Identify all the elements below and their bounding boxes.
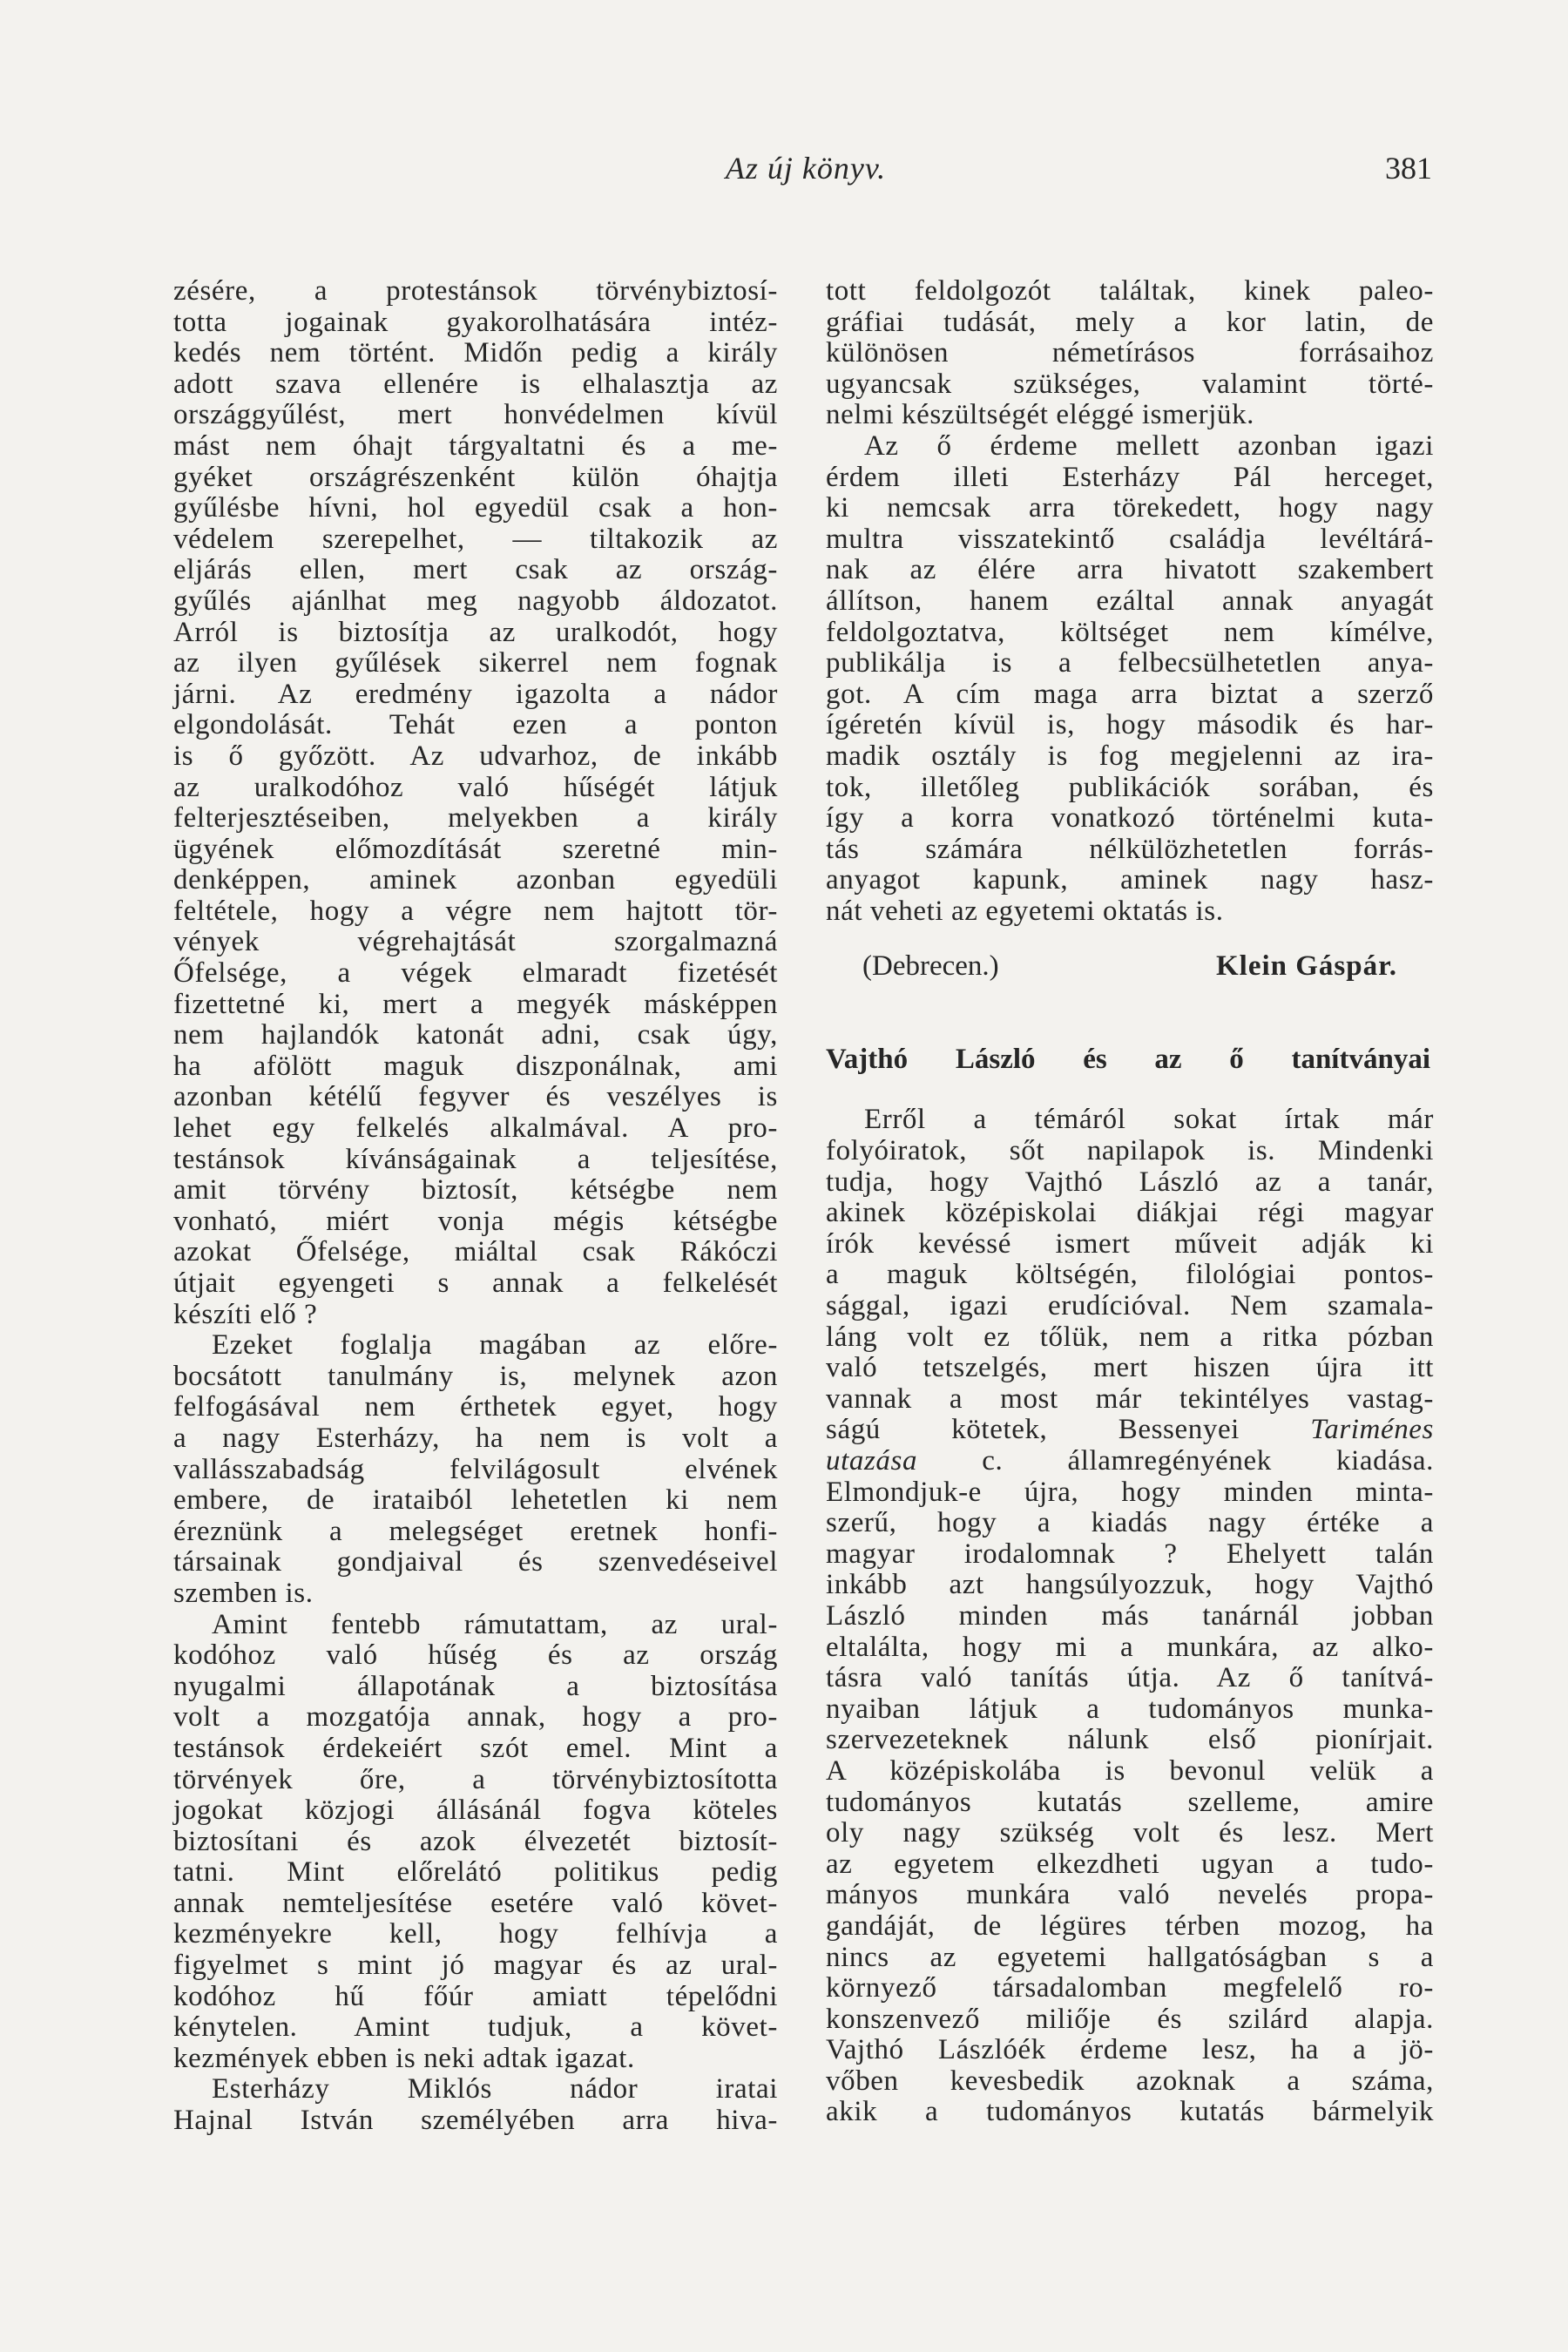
text-line: nyugalmi állapotának a biztosítása: [173, 1670, 778, 1702]
text-line: akinek középiskolai diákjai régi magyar: [826, 1197, 1434, 1229]
running-title: Az új könyv.: [725, 151, 887, 186]
text-line: tatni. Mint előrelátó politikus pedig: [173, 1856, 778, 1889]
text-line: tudományos kutatás szelleme, amire: [826, 1786, 1434, 1818]
text-line: fizettetné ki, mert a megyék másképpen: [173, 988, 778, 1020]
text-line: magyar irodalomnak ? Ehelyett talán: [826, 1538, 1434, 1570]
text-line: ígéretén kívül is, hogy második és har-: [826, 709, 1434, 741]
text-line: éreznünk a melegséget eretnek honfi-: [173, 1515, 778, 1547]
text-line: lehet egy felkelés alkalmával. A pro-: [173, 1112, 778, 1145]
text-line: tás számára nélkülözhetetlen forrás-: [826, 833, 1434, 865]
text-line: eljárás ellen, mert csak az ország-: [173, 554, 778, 586]
text-line: got. A cím maga arra biztat a szerző: [826, 678, 1434, 710]
text-line: felfogásával nem érthetek egyet, hogy: [173, 1391, 778, 1423]
text-line: vények végrehajtását szorgalmazná: [173, 926, 778, 958]
signature-author: Klein Gáspár.: [1216, 950, 1397, 982]
text-line: feltétele, hogy a végre nem hajtott tör-: [173, 895, 778, 927]
text-line: írók kevéssé ismert műveit adják ki: [826, 1227, 1434, 1260]
text-line: útjait egyengeti s annak a felkelését: [173, 1267, 778, 1299]
text-line: utazása c. államregényének kiadása.: [826, 1445, 1434, 1477]
text-line: ki nemcsak arra törekedett, hogy nagy: [826, 492, 1434, 524]
text-line: A középiskolába is bevonul velük a: [826, 1754, 1434, 1787]
text-line: ha afölött maguk diszponálnak, ami: [173, 1050, 778, 1082]
review-continuation: [826, 276, 1434, 927]
text-line: ságú kötetek, Bessenyei Tariménes: [826, 1414, 1434, 1446]
text-line: gyéket országrészenként külön óhajtja: [173, 461, 778, 493]
signature-place: (Debrecen.): [862, 950, 999, 982]
text-line: különösen németírásos forrásaihoz: [826, 337, 1434, 369]
right-column: [826, 276, 1434, 2128]
paragraph: [173, 2074, 778, 2136]
text-line: testánsok érdekeiért szót emel. Mint a: [173, 1732, 778, 1764]
text-line: mányos munkára való nevelés propa-: [826, 1879, 1434, 1911]
text-line: járni. Az eredmény igazolta a nádor: [173, 678, 778, 710]
text-line: kénytelen. Amint tudjuk, a követ-: [173, 2011, 778, 2044]
text-line: is ő győzött. Az udvarhoz, de inkább: [173, 740, 778, 772]
text-line: anyagot kapunk, aminek nagy hasz-: [826, 864, 1434, 896]
text-line: az uralkodóhoz való hűségét látjuk: [173, 771, 778, 803]
text-line: elgondolását. Tehát ezen a ponton: [173, 709, 778, 741]
text-line: ugyancsak szükséges, valamint törté-: [826, 368, 1434, 400]
left-column: [173, 276, 778, 2137]
text-line: Vajthó Lászlóék érdeme lesz, ha a jö-: [826, 2034, 1434, 2066]
text-line: gandáját, de légüres térben mozog, ha: [826, 1909, 1434, 1942]
text-line: nyaiban látjuk a tudományos munka-: [826, 1693, 1434, 1725]
text-line: konszenvező miliője és szilárd alapja.: [826, 2003, 1434, 2035]
text-line: való tetszelgés, mert hiszen újra itt: [826, 1352, 1434, 1384]
text-line: országgyűlést, mert honvédelmen kívül: [173, 399, 778, 431]
text-line: azokat Őfelsége, miáltal csak Rákóczi: [173, 1236, 778, 1268]
text-line: oly nagy szükség volt és lesz. Mert: [826, 1817, 1434, 1849]
text-line: folyóiratok, sőt napilapok is. Mindenki: [826, 1135, 1434, 1167]
text-line: a maguk költségén, filológiai pontos-: [826, 1259, 1434, 1291]
text-line: szervezeteknek nálunk első pionírjait.: [826, 1724, 1434, 1756]
text-line: Hajnal István személyében arra hiva-: [173, 2105, 778, 2137]
text-line: adott szava ellenére is elhalasztja az: [173, 368, 778, 400]
text-line: feldolgoztatva, költséget nem kímélve,: [826, 616, 1434, 648]
text-line: kezményekre kell, hogy felhívja a: [173, 1918, 778, 1950]
text-line: tok, illetőleg publikációk sorában, és: [826, 771, 1434, 803]
text-line: gyűlés ajánlhat meg nagyobb áldozatot.: [173, 585, 778, 617]
paragraph: [173, 276, 778, 1330]
text-line: szerű, hogy a kiadás nagy értéke a: [826, 1507, 1434, 1539]
text-line: törvények őre, a törvénybiztosította: [173, 1763, 778, 1795]
text-line: kodóhoz való hűség és az ország: [173, 1639, 778, 1672]
text-line: ügyének előmozdítását szeretné min-: [173, 833, 778, 865]
text-line: madik osztály is fog megjelenni az ira-: [826, 740, 1434, 772]
text-line: biztosítani és azok élvezetét biztosít-: [173, 1825, 778, 1857]
text-line: Esterházy Miklós nádor iratai: [212, 2073, 778, 2105]
text-line: gyűlésbe hívni, hol egyedül csak a hon-: [173, 492, 778, 524]
text-line: Arról is biztosítja az uralkodót, hogy: [173, 616, 778, 648]
text-line: bocsátott tanulmány is, melynek azon: [173, 1360, 778, 1392]
paragraph: [826, 1105, 1434, 2128]
left-column-body: [173, 276, 778, 2137]
text-line: annak nemteljesítése esetére való követ-: [173, 1887, 778, 1919]
text-line: Elmondjuk-e újra, hogy minden minta-: [826, 1476, 1434, 1508]
text-line: embere, de irataiból lehetetlen ki nem: [173, 1484, 778, 1517]
text-line: publikálja is a felbecsülhetetlen anya-: [826, 647, 1434, 679]
text-line: vonható, miért vonja mégis kétségbe: [173, 1205, 778, 1237]
text-line: volt a mozgatója annak, hogy a pro-: [173, 1701, 778, 1734]
text-line: amit törvény biztosít, kétségbe nem: [173, 1174, 778, 1206]
text-line: tudja, hogy Vajthó László az a tanár,: [826, 1166, 1434, 1198]
text-line: kedés nem történt. Midőn pedig a király: [173, 337, 778, 369]
text-line: gráfiai tudását, mely a kor latin, de: [826, 306, 1434, 338]
text-line: nem hajlandók katonát adni, csak úgy,: [173, 1019, 778, 1051]
text-line: környező társadalomban megfelelő ro-: [826, 1972, 1434, 2004]
text-line: eltalálta, hogy mi a munkára, az alko-: [826, 1631, 1434, 1663]
paragraph: [826, 276, 1434, 431]
text-line: nelmi készültségét eléggé ismerjük.: [826, 399, 1255, 431]
text-line: készíti elő ?: [173, 1298, 318, 1330]
text-line: azonban kétélű fegyver és veszélyes is: [173, 1081, 778, 1113]
text-line: mást nem óhajt tárgyaltatni és a me-: [173, 429, 778, 462]
text-line: vallásszabadság felvilágosult elvének: [173, 1453, 778, 1485]
text-line: László minden más tanárnál jobban: [826, 1599, 1434, 1632]
text-line: inkább azt hangsúlyozzuk, hogy Vajthó: [826, 1569, 1434, 1601]
text-line: Ezeket foglalja magában az előre-: [212, 1329, 778, 1362]
text-line: nát veheti az egyetemi oktatás is.: [826, 895, 1224, 927]
text-line: az ilyen gyűlések sikerrel nem fognak: [173, 647, 778, 679]
text-line: tott feldolgozót találtak, kinek paleo-: [826, 275, 1434, 307]
text-line: vőben kevesbedik azoknak a száma,: [826, 2065, 1434, 2097]
text-line: nak az élére arra hivatott szakembert: [826, 554, 1434, 586]
text-line: akik a tudományos kutatás bármelyik: [826, 2096, 1434, 2128]
text-line: testánsok kívánságainak a teljesítése,: [173, 1143, 778, 1175]
text-line: érdem illeti Esterházy Pál herceget,: [826, 461, 1434, 493]
paragraph: [826, 431, 1434, 928]
text-line: társainak gondjaival és szenvedéseivel: [173, 1546, 778, 1578]
italic-title: utazása: [826, 1445, 918, 1477]
section-heading: Vajthó László és az ő tanítványai: [826, 1044, 1430, 1076]
text-line: láng volt ez tőlük, nem a ritka pózban: [826, 1321, 1434, 1353]
section-body: [826, 1105, 1434, 2128]
text-line: jogokat közjogi állásánál fogva köteles: [173, 1794, 778, 1827]
text-line: totta jogainak gyakorolhatására intéz-: [173, 306, 778, 338]
text-line: figyelmet s mint jó magyar és az ural-: [173, 1950, 778, 1982]
text-line: denképpen, aminek azonban egyedüli: [173, 864, 778, 896]
review-signature: [826, 950, 1434, 982]
page-number: 381: [1385, 151, 1432, 186]
text-line: kezmények ebben is neki adtak igazat.: [173, 2042, 635, 2074]
paragraph: [173, 1610, 778, 2075]
text-line: szemben is.: [173, 1577, 314, 1609]
text-line: nincs az egyetemi hallgatóságban s a: [826, 1941, 1434, 1973]
text-line: vannak a most már tekintélyes vastag-: [826, 1382, 1434, 1415]
text-line: zésére, a protestánsok törvénybiztosí-: [173, 275, 778, 307]
text-line: Amint fentebb rámutattam, az ural-: [212, 1608, 778, 1640]
text-line: sággal, igazi erudícióval. Nem szamala-: [826, 1290, 1434, 1322]
text-line: az egyetem elkezdheti ugyan a tudo-: [826, 1848, 1434, 1880]
text-line: védelem szerepelhet, — tiltakozik az: [173, 523, 778, 555]
text-line: Az ő érdeme mellett azonban igazi: [864, 429, 1434, 462]
text-line: Őfelsége, a végek elmaradt fizetését: [173, 957, 778, 990]
paragraph: [173, 1330, 778, 1609]
italic-title: Tariménes: [1310, 1414, 1434, 1446]
text-line: kodóhoz hű főúr amiatt tépelődni: [173, 1980, 778, 2012]
text-line: felterjesztéseiben, melyekben a király: [173, 802, 778, 835]
text-line: így a korra vonatkozó történelmi kuta-: [826, 802, 1434, 835]
text-line: tásra való tanítás útja. Az ő tanítvá-: [826, 1662, 1434, 1694]
text-line: Erről a témáról sokat írtak már: [864, 1104, 1434, 1136]
text-line: a nagy Esterházy, ha nem is volt a: [173, 1422, 778, 1454]
text-line: multra visszatekintő családja levéltárá-: [826, 523, 1434, 555]
text-line: állítson, hanem ezáltal annak anyagát: [826, 585, 1434, 617]
